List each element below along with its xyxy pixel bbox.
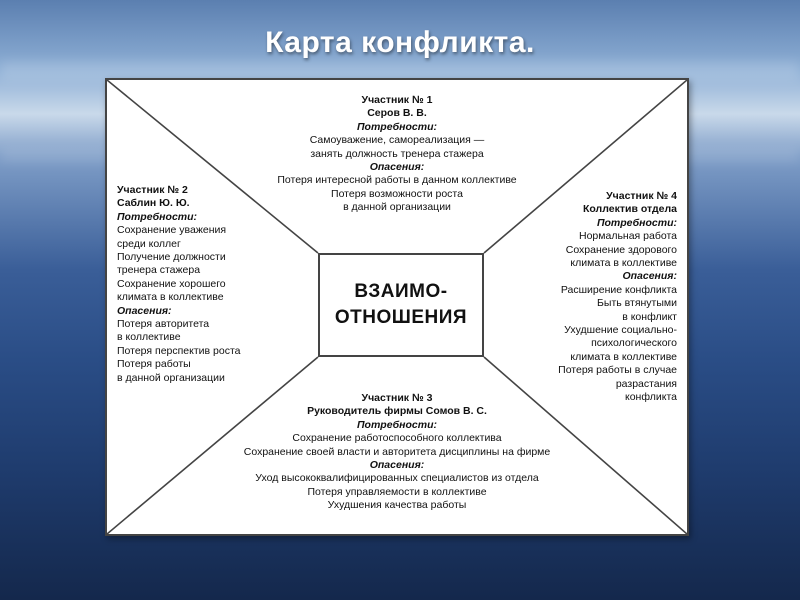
participant-4-fear: Расширение конфликта — [560, 283, 677, 296]
participant-4-name: Коллектив отдела — [583, 203, 677, 216]
participant-1-fears-label: Опасения: — [369, 161, 425, 174]
participant-3-block — [197, 392, 597, 513]
participant-3-fear: Ухудшения качества работы — [327, 499, 467, 512]
participant-1-needs-label: Потребности: — [356, 120, 438, 133]
participant-3-fear: Уход высококвалифицированных специалистов из отдела — [255, 472, 539, 485]
participant-4-fear: Ухудшение социально- — [564, 324, 677, 337]
participant-4-need: климата в коллективе — [570, 257, 677, 270]
participant-1-fear: Потеря интересной работы в данном коллективе — [277, 174, 517, 187]
center-box — [318, 253, 484, 357]
participant-1-number: Участник № 1 — [361, 94, 433, 106]
participant-4-need: Нормальная работа — [579, 230, 677, 243]
participant-2-name: Саблин Ю. Ю. — [117, 197, 190, 210]
participant-4-fear: психологического — [591, 337, 677, 350]
participant-2-fear: в данной организации — [117, 371, 225, 384]
participant-2-need: Получение должности — [117, 251, 226, 264]
participant-3-need: Сохранение работоспособного коллектива — [292, 432, 502, 445]
center-line-2: ОТНОШЕНИЯ — [334, 307, 468, 328]
participant-2-fear: Потеря перспектив роста — [117, 344, 241, 357]
participant-2-fear: Потеря авторитета — [117, 318, 210, 331]
participant-2-block — [117, 184, 252, 385]
participant-4-need: Сохранение здорового — [565, 243, 677, 256]
center-line-1: ВЗАИМО- — [354, 281, 448, 302]
participant-1-fear: в данной организации — [343, 201, 451, 214]
participant-2-need: Сохранение хорошего — [117, 277, 226, 290]
participant-2-need: среди коллег — [117, 237, 181, 250]
participant-1-need: занять должность тренера стажера — [310, 147, 484, 160]
participant-4-fear: разрастания — [615, 377, 677, 390]
participant-4-fears-label: Опасения: — [622, 270, 677, 283]
participant-2-number: Участник № 2 — [117, 184, 188, 196]
participant-3-fear: Потеря управляемости в коллективе — [307, 485, 487, 498]
participant-3-name: Руководитель фирмы Сомов В. С. — [307, 405, 487, 418]
participant-4-fear: конфликта — [625, 391, 677, 404]
participant-4-number: Участник № 4 — [606, 190, 677, 202]
participant-4-fear: Быть втянутыми — [597, 297, 677, 310]
participant-1-block — [247, 94, 547, 215]
conflict-map — [105, 78, 689, 536]
participant-3-fears-label: Опасения: — [369, 459, 425, 472]
participant-4-fear: Потеря работы в случае — [558, 364, 677, 377]
participant-1-name: Серов В. В. — [367, 107, 427, 120]
participant-2-fear: Потеря работы — [117, 358, 191, 371]
participant-1-fear: Потеря возможности роста — [331, 187, 463, 200]
participant-4-block — [527, 190, 677, 405]
participant-2-fear: в коллективе — [117, 331, 181, 344]
participant-3-need: Сохранение своей власти и авторитета дисциплины на фирме — [243, 445, 551, 458]
participant-1-need: Самоуважение, самореализация — — [309, 134, 485, 147]
participant-2-need: тренера стажера — [117, 264, 201, 277]
participant-3-number: Участник № 3 — [361, 392, 433, 404]
participant-2-need: климата в коллективе — [117, 291, 224, 304]
participant-2-fears-label: Опасения: — [117, 304, 172, 317]
participant-2-need: Сохранение уважения — [117, 224, 227, 237]
participant-3-needs-label: Потребности: — [356, 418, 438, 431]
slide-title: Карта конфликта. — [265, 26, 535, 59]
participant-4-fear: климата в коллективе — [570, 350, 677, 363]
participant-4-fear: в конфликт — [622, 310, 677, 323]
participant-4-needs-label: Потребности: — [596, 216, 677, 229]
participant-2-needs-label: Потребности: — [117, 210, 198, 223]
